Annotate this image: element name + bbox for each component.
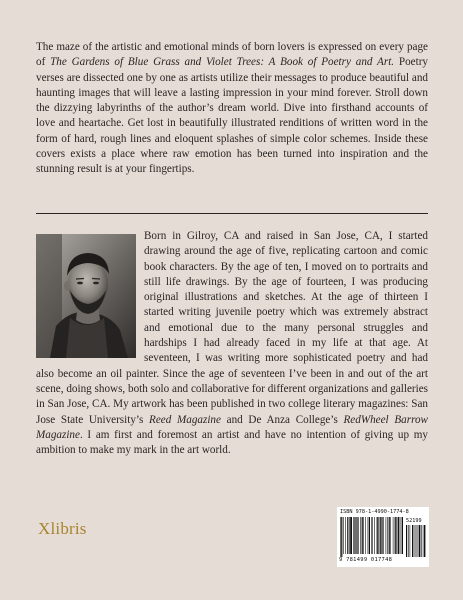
publisher-logo: Xlibris [38, 519, 87, 538]
isbn-label: ISBN 978-1-4990-1774-8 [340, 509, 409, 515]
bio-text-intro: Born in Gilroy, CA and raised in San Jose, CA, I started drawing around the age of five, replicating cartoon and comic book characters. By the age of ten, I moved on to portraits and still life drawings. By the age of fourteen, I was producing original illustrations and sketches. At the age of thirteen I started writing juvenile poetry which was extremely abstract and emotional due to the many personal struggles and hardships I had already faced in my life at that age. At seventeen, I was writing more sophisticated poetry and had also become an oil painter. Since the age of seventeen I’ve been in and out of the art scene, doing shows, both solo and collaborative for different organizations and galleries in San Jose, CA. My artwork has been published in two college literary magazines: San Jose State University’s [36, 230, 428, 426]
divider-rule [36, 213, 428, 214]
author-bio [36, 229, 428, 458]
price-code: 52199 [406, 518, 422, 524]
bio-text-end: . I am first and foremost an artist and have no intention of giving up my ambition to make my mark in the art world. [36, 428, 428, 457]
magazine-name-reed: Reed Magazine [149, 413, 221, 426]
photo-spacer [36, 229, 144, 359]
magazine-name-redwheel: RedWheel Barrow Magazine [36, 413, 428, 441]
blurb-text-body: Poetry verses are dissected one by one as artists utilize their messages to produce beautiful and haunting images that will leave a lasting impression in your mind forever. Stroll down the dizzying labyrinths of the author’s dream world. Dive into firsthand accounts of love and heartache. Get lost in beautifully illustrated renditions of written word in the form of hard, rough lines and eloquent splashes of simple color schemes. Inside these covers exists a place where raw emotion has been turned into inspiration and the stunning result is at your fingertips. [36, 56, 428, 176]
book-title: The Gardens of Blue Grass and Violet Trees: A Book of Poetry and Art. [50, 56, 395, 69]
bio-text-middle: and De Anza College’s [220, 413, 344, 426]
book-blurb [36, 40, 428, 178]
barcode-bars [340, 517, 426, 557]
isbn-barcode [337, 507, 429, 567]
ean-digits: 9 781499 017748 [339, 557, 393, 563]
blurb-text-intro: The maze of the artistic and emotional minds of born lovers is expressed on every page of [36, 41, 428, 69]
